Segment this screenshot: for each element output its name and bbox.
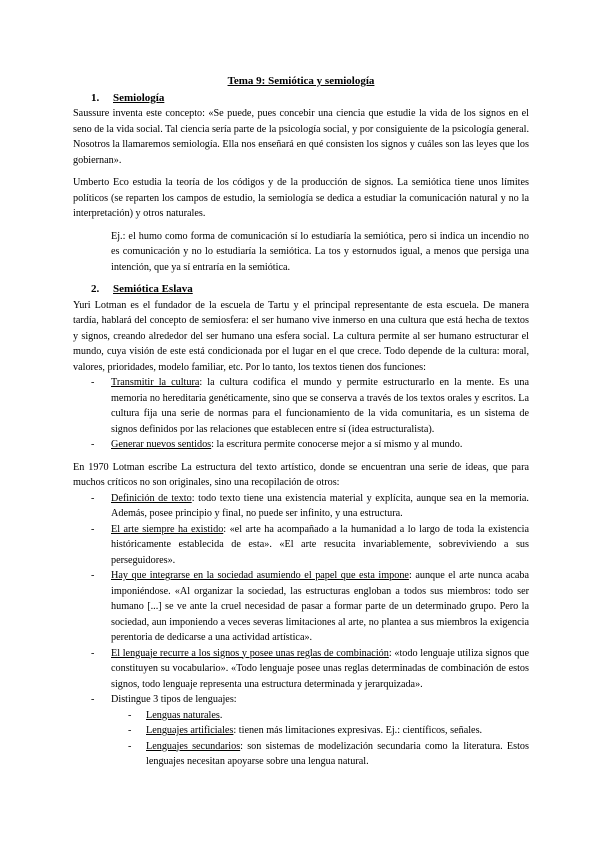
- list-text: .: [219, 709, 223, 721]
- paragraph: Saussure inventa este concepto: «Se puede, pues concebir una ciencia que estudie la vida de los signos en el seno de la vida social. Tal ciencia sería parte de la psicología social, y por consiguiente de la psicología general. Nosotros la llamaremos semiología. Ella nos enseñará en qué consisten los signos y cuáles son las leyes que los gobiernan».: [73, 108, 529, 166]
- example-block: Ej.: el humo como forma de comunicación sí lo estudiaría la semiótica, pero si indica un incendio no es comunicación y no lo estudiaría la semiótica. La tos y estornudos igual, a menos que persiga una intención, que ya sí entraría en la semiótica.: [111, 230, 529, 273]
- list-text: : la cultura codifica el mundo y permite estructurarlo en la mente. Es una memoria no hereditaria genéticamente, sino que se conserva a través de los textos orales y escritos. La cultura fija una serie de normas para el funcionamiento de la vida comunitaria, es un sistema de signos definidos por las relaciones que establecen entre sí (idea estructuralista).: [111, 377, 529, 435]
- list-term: Lenguas naturales: [146, 709, 220, 721]
- list-text: : tienen más limitaciones expresivas. Ej.: científicos, señales.: [233, 725, 483, 736]
- ideas-list: [73, 491, 529, 770]
- list-item: [73, 491, 529, 522]
- page-title: Tema 9: Semiótica y semiología: [227, 75, 375, 87]
- list-item: [73, 437, 529, 453]
- list-item: [73, 646, 529, 693]
- list-term: El lenguaje recurre a los signos y posee unas reglas de combinación: [111, 647, 389, 659]
- list-text: : aunque el arte nunca acaba imponiéndose. «Al organizar la sociedad, las estructuras engloban a todos sus miembros: todo ser humano [...] se ve ante la cruel necesidad de pasar a formar parte de un determinado grupo. Pero la sociedad, aun imponiendo a veces severas limitaciones al arte, no plantea a sus miembros la exigencia perentoria de dedicarse a una actividad artística».: [111, 570, 529, 643]
- section-heading-2: [91, 282, 529, 298]
- list-item: [73, 522, 529, 569]
- section-number: 2.: [91, 283, 100, 295]
- list-text: : «todo lenguaje utiliza signos que constituyen su vocabulario». «Todo lenguaje posee unas reglas determinadas de combinación de estos signos, todo lenguaje representa una estructura determinada y jerarquizada».: [111, 647, 529, 690]
- section-title: Semiótica Eslava: [113, 283, 193, 295]
- list-item: [73, 723, 529, 739]
- list-item: [73, 692, 529, 770]
- languages-list: [73, 708, 529, 770]
- list-term: Definición de texto: [111, 492, 192, 504]
- functions-list: [73, 375, 529, 453]
- list-text: : «el arte ha acompañado a la humanidad a lo largo de toda la existencia históricamente establecida de esta». «El arte resucita invariablemente, sobreviviendo a sus perseguidores».: [111, 523, 529, 566]
- list-term: Transmitir la cultura: [111, 377, 200, 388]
- list-term: Lenguajes artificiales: [146, 725, 234, 736]
- section-title: Semiología: [113, 91, 165, 104]
- list-text: : todo texto tiene una existencia material y explícita, aunque sea en la memoria. Además, posee principio y final, no puede ser infinito, y una estructura.: [111, 492, 529, 519]
- section-number: 1.: [91, 91, 100, 104]
- section-heading-1: [91, 91, 529, 107]
- list-item: [73, 568, 529, 646]
- document-page: [73, 74, 529, 770]
- list-term: Lenguajes secundarios: [146, 740, 241, 752]
- paragraph: Umberto Eco estudia la teoría de los códigos y de la producción de signos. La semiótica tiene unos límites políticos (se reparten los campos de estudio, la semiología se dedica a estudiar la comunicación natural y no la interpretación) y otros naturales.: [73, 177, 529, 219]
- list-term: El arte siempre ha existido: [111, 523, 224, 535]
- list-item: [73, 708, 529, 724]
- list-item: [73, 375, 529, 437]
- list-term: Generar nuevos sentidos: [111, 439, 212, 450]
- paragraph: Yuri Lotman es el fundador de la escuela de Tartu y el principal representante de esta escuela. De manera tardía, hablará del concepto de semiosfera: el ser humano vive inmerso en una cultura que está hecha de textos y signos, creando alrededor del ser humano una esfera social. La cultura permite al ser humano estructurar el mundo, cuya visión de este está condicionada por el lugar en el que crece. Todo depende de la cultura: moral, valores, prioridades, modelo familiar, etc. Por lo tanto, los textos tienen dos funciones:: [73, 299, 529, 373]
- list-term: Hay que integrarse en la sociedad asumiendo el papel que esta impone: [111, 570, 409, 581]
- list-text: : la escritura permite conocerse mejor a sí mismo y al mundo.: [211, 439, 463, 450]
- list-item: [73, 739, 529, 770]
- list-text: Distingue 3 tipos de lenguajes:: [111, 694, 237, 705]
- list-text: : son sistemas de modelización secundaria como la literatura. Estos lenguajes necesitan apoyarse sobre una lengua natural.: [146, 740, 529, 767]
- paragraph: En 1970 Lotman escribe La estructura del texto artístico, donde se encuentran una serie de ideas, que para muchos críticos no son originales, sino una recopilación de otros:: [73, 461, 529, 488]
